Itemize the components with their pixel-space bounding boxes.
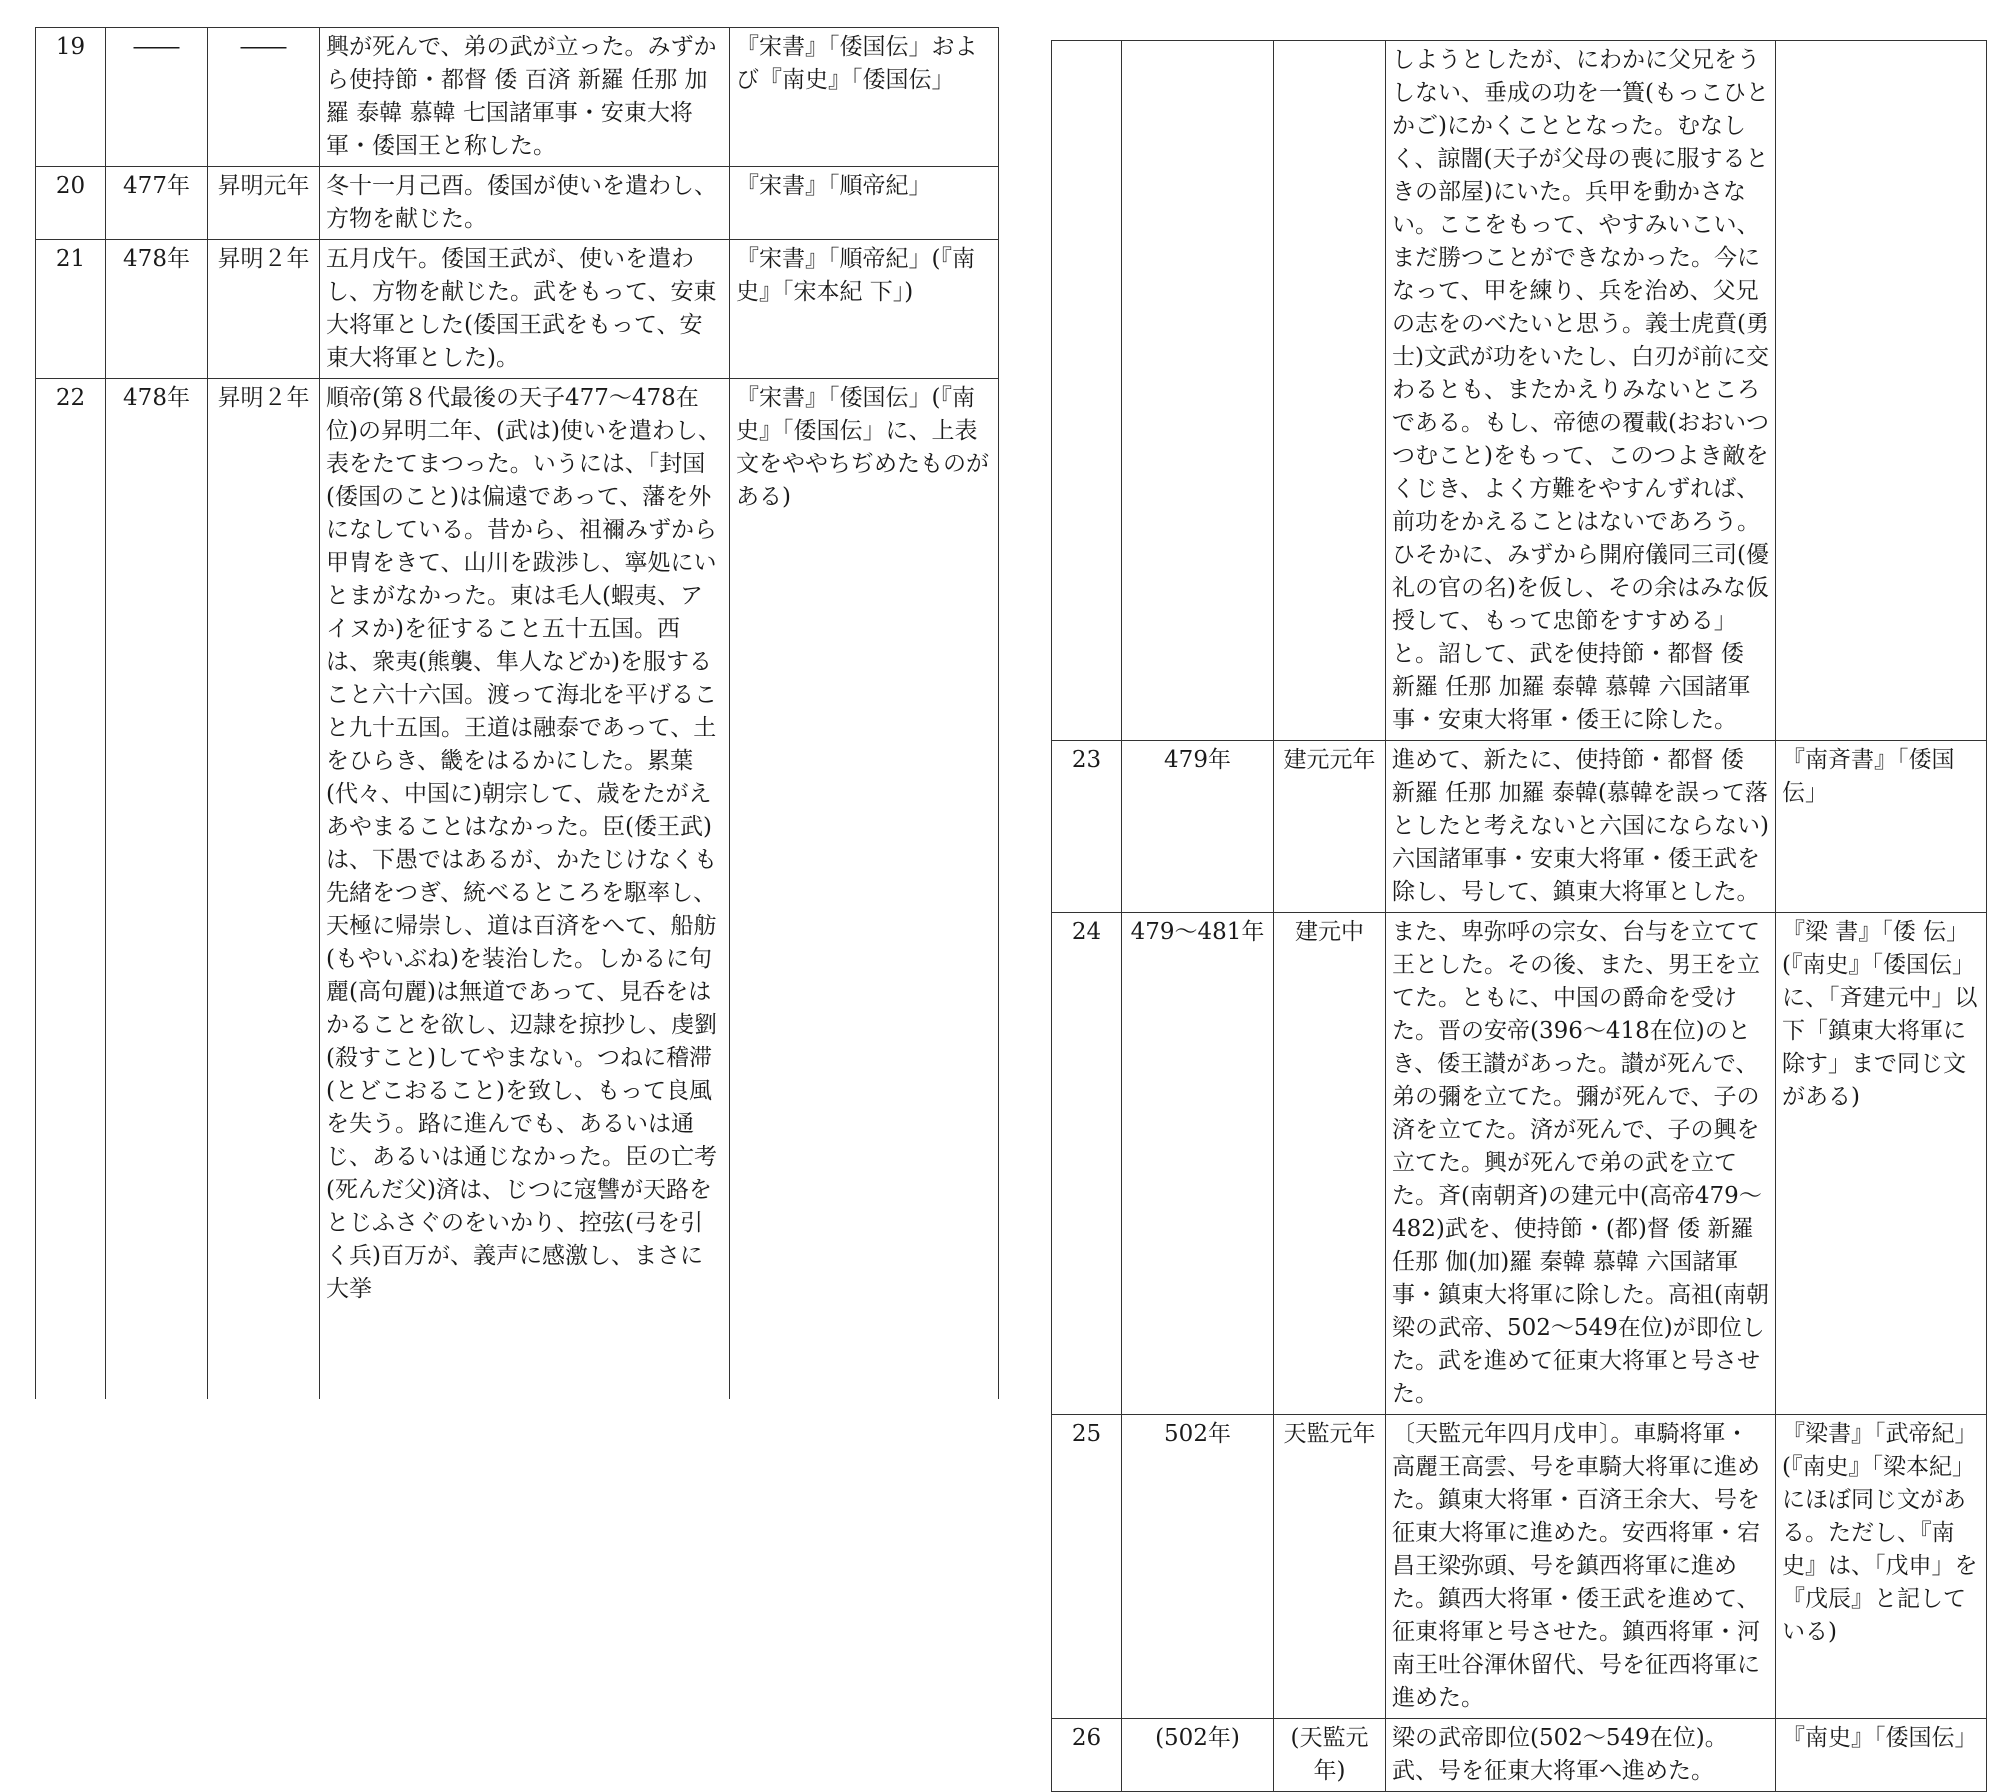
- era-name: (天監元年): [1290, 1725, 1369, 1784]
- source-cell: [1776, 1415, 1987, 1719]
- text-cell: [1386, 1719, 1776, 1792]
- era-cell: [208, 379, 320, 1399]
- year: 502年: [1164, 1421, 1231, 1447]
- text-cell: [320, 379, 730, 1399]
- year-cell: [106, 240, 208, 379]
- era-name: 昇明元年: [217, 173, 310, 199]
- year: 479年: [1164, 747, 1231, 773]
- entry-text: 順帝(第８代最後の天子477～478在位)の昇明二年、(武は)使いを遣わし、表をたてまつった。いうには、「封国(倭国のこと)は偏遠であって、藩を外になしている。昔から、祖禰みずから甲冑をきて、山川を跋渉し、寧処にいとまがなかった。東は毛人(蝦夷、アイヌか)を征すること五十五国。西は、衆夷(熊襲、隼人などか)を服すること六十六国。渡って海北を平げること九十五国。王道は融泰であって、土をひらき、畿をはるかにした。累葉(代々、中国に)朝宗して、歳をたがえあやまることはなかった。臣(倭王武)は、下愚ではあるが、かたじけなくも先緒をつぎ、統べるところを駆率し、天極に帰崇し、道は百済をへて、船舫(もやいぶね)を装治した。しかるに句麗(高句麗)は無道であって、見呑をはかることを欲し、辺隷を掠抄し、虔劉(殺すこと)してやまない。つねに稽滞(とどこおること)を致し、もって良風を失う。路に進んでも、あるいは通じ、あるいは通じなかった。臣の亡考(死んだ父)済は、じつに寇讐が天路をとじふさぐのをいかり、控弦(弓を引く兵)百万が、義声に感激し、まさに大挙: [326, 385, 721, 1302]
- entry-text: 五月戊午。倭国王武が、使いを遣わし、方物を献じた。武をもって、安東大将軍とした(倭国王武をもって、安東大将軍とした)。: [326, 246, 717, 371]
- row-number-cell: [1052, 1719, 1122, 1792]
- row-number: 25: [1071, 1421, 1102, 1447]
- source-cell: [1776, 741, 1987, 913]
- table-row: [1052, 741, 1987, 913]
- source-reference: 『梁書』「武帝紀」(『南史』「梁本紀」にほぼ同じ文がある。ただし、『南史』は、「戊申」を『戊辰』と記している): [1782, 1421, 1978, 1645]
- text-cell: [320, 240, 730, 379]
- era-cell: [1274, 913, 1386, 1415]
- source-cell: [730, 28, 999, 167]
- era-name: 建元中: [1295, 919, 1364, 945]
- source-reference: 『宋書』「順帝紀」(『南史』「宋本紀 下」): [736, 246, 975, 305]
- year-cell: [1122, 1415, 1274, 1719]
- table-row: [36, 379, 999, 1399]
- year: 478年: [123, 385, 190, 411]
- year-cell: [1122, 913, 1274, 1415]
- table-row: [1052, 1719, 1987, 1792]
- row-number: 23: [1071, 747, 1102, 773]
- era-name: ――: [240, 34, 287, 60]
- source-cell: [730, 167, 999, 240]
- year: 479～481年: [1130, 919, 1265, 945]
- row-number-cell: [36, 240, 106, 379]
- year-cell: [1122, 41, 1274, 741]
- row-number: 19: [55, 34, 86, 60]
- text-cell: [1386, 913, 1776, 1415]
- source-cell: [1776, 41, 1987, 741]
- era-cell: [208, 167, 320, 240]
- era-name: 天監元年: [1283, 1421, 1376, 1447]
- source-reference: 『宋書』「倭国伝」(『南史』「倭国伝」に、上表文をややちぢめたものがある): [736, 385, 989, 510]
- year: 478年: [123, 246, 190, 272]
- row-number: 26: [1071, 1725, 1102, 1751]
- source-cell: [1776, 913, 1987, 1415]
- row-number: 22: [55, 385, 86, 411]
- era-cell: [208, 240, 320, 379]
- row-number: 20: [55, 173, 86, 199]
- source-reference: 『南斉書』「倭国伝」: [1782, 747, 1955, 806]
- year-cell: [1122, 1719, 1274, 1792]
- table-row: [36, 28, 999, 167]
- table-row: [1052, 1415, 1987, 1719]
- table-row: [36, 240, 999, 379]
- row-number-cell: [36, 167, 106, 240]
- source-cell: [730, 379, 999, 1399]
- table-row: [36, 167, 999, 240]
- year-cell: [1122, 741, 1274, 913]
- year: ――: [133, 34, 180, 60]
- text-cell: [1386, 1415, 1776, 1719]
- chronology-table-right: [1051, 40, 1987, 1792]
- era-name: 昇明２年: [217, 246, 310, 272]
- row-number-cell: [36, 379, 106, 1399]
- row-number-cell: [36, 28, 106, 167]
- source-reference: 『宋書』「順帝紀」: [736, 173, 932, 199]
- source-reference: 『宋書』「倭国伝」および『南史』「倭国伝」: [736, 34, 978, 93]
- era-cell: [1274, 41, 1386, 741]
- table-row: [1052, 41, 1987, 741]
- year: 477年: [123, 173, 190, 199]
- text-cell: [320, 28, 730, 167]
- year-cell: [106, 167, 208, 240]
- era-name: 昇明２年: [217, 385, 310, 411]
- era-cell: [208, 28, 320, 167]
- entry-text: 進めて、新たに、使持節・都督 倭 新羅 任那 加羅 泰韓(慕韓を誤って落としたと考えないと六国にならない)六国諸軍事・安東大将軍・倭王武を除し、号して、鎮東大将軍とした。: [1392, 747, 1769, 905]
- source-cell: [1776, 1719, 1987, 1792]
- era-cell: [1274, 1719, 1386, 1792]
- entry-text: 梁の武帝即位(502～549在位)。武、号を征東大将軍へ進めた。: [1392, 1725, 1728, 1784]
- source-reference: 『梁 書』「倭 伝」(『南史』「倭国伝」に、「斉建元中」以下「鎮東大将軍に除す」まで同じ文がある): [1782, 919, 1978, 1110]
- source-cell: [730, 240, 999, 379]
- entry-text: また、卑弥呼の宗女、台与を立てて王とした。その後、また、男王を立てた。ともに、中国の爵命を受けた。晋の安帝(396～418在位)のとき、倭王讃があった。讃が死んで、弟の彌を立てた。彌が死んで、子の済を立てた。済が死んで、子の興を立てた。興が死んで弟の武を立てた。斉(南朝斉)の建元中(高帝479～482)武を、使持節・(都)督 倭 新羅 任那 伽(加)羅 秦韓 慕韓 六国諸軍事・鎮東大将軍に除した。高祖(南朝梁の武帝、502～549在位)が即位した。武を進めて征東大将軍と号させた。: [1392, 919, 1769, 1407]
- text-cell: [320, 167, 730, 240]
- entry-text: 〔天監元年四月戊申〕。車騎将軍・高麗王高雲、号を車騎大将軍に進めた。鎮東大将軍・百済王余大、号を征東大将軍に進めた。安西将軍・宕昌王梁弥頭、号を鎮西将軍に進めた。鎮西大将軍・倭王武を進めて、征東将軍と号させた。鎮西将軍・河南王吐谷渾休留代、号を征西将軍に進めた。: [1392, 1421, 1760, 1711]
- row-number-cell: [1052, 1415, 1122, 1719]
- table-row: [1052, 913, 1987, 1415]
- continuation-text: しようとしたが、にわかに父兄をうしない、垂成の功を一簣(もっこひとかご)にかくこととなった。むなしく、諒闇(天子が父母の喪に服するときの部屋)にいた。兵甲を動かさない。ここをもって、やすみいこい、まだ勝つことができなかった。今になって、甲を練り、兵を治め、父兄の志をのべたいと思う。義士虎賁(勇士)文武が功をいたし、白刃が前に交わるとも、またかえりみないところである。もし、帝徳の覆載(おおいつつむこと)をもって、このつよき敵をくじき、よく方難をやすんずれば、前功をかえることはないであろう。ひそかに、みずから開府儀同三司(優礼の官の名)を仮し、その余はみな仮授して、もって忠節をすすめる」と。詔して、武を使持節・都督 倭 新羅 任那 加羅 泰韓 慕韓 六国諸軍事・安東大将軍・倭王に除した。: [1392, 47, 1769, 733]
- row-number-cell: [1052, 741, 1122, 913]
- era-cell: [1274, 1415, 1386, 1719]
- row-number-cell: [1052, 913, 1122, 1415]
- year-cell: [106, 28, 208, 167]
- year-cell: [106, 379, 208, 1399]
- entry-text: 冬十一月己酉。倭国が使いを遣わし、方物を献じた。: [326, 173, 717, 232]
- row-number-cell: [1052, 41, 1122, 741]
- row-number: 21: [55, 246, 86, 272]
- era-cell: [1274, 741, 1386, 913]
- source-reference: 『南史』「倭国伝」: [1782, 1725, 1978, 1751]
- year: (502年): [1155, 1725, 1240, 1751]
- text-cell: [1386, 741, 1776, 913]
- row-number: 24: [1071, 919, 1102, 945]
- chronology-table-left: [35, 27, 999, 1399]
- entry-text: 興が死んで、弟の武が立った。みずから使持節・都督 倭 百済 新羅 任那 加羅 泰韓 慕韓 七国諸軍事・安東大将軍・倭国王と称した。: [326, 34, 717, 159]
- era-name: 建元元年: [1283, 747, 1376, 773]
- text-cell: [1386, 41, 1776, 741]
